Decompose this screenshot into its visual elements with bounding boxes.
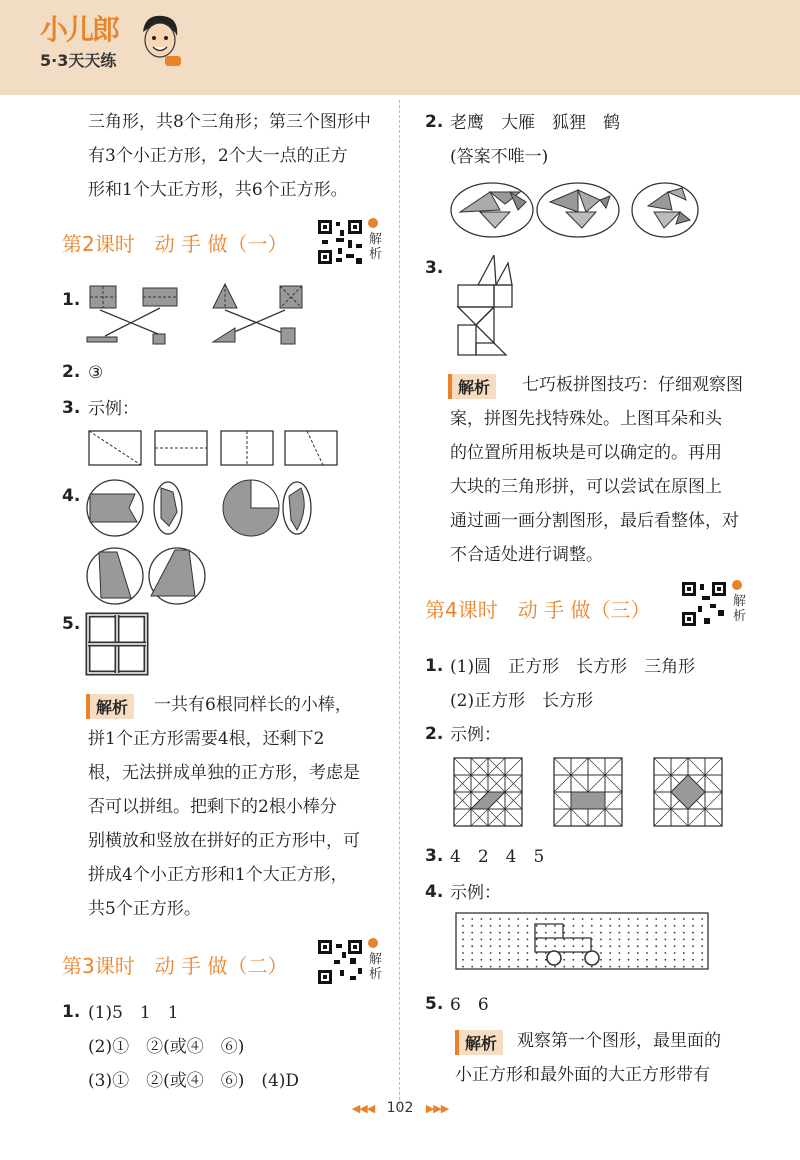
grid-dot xyxy=(628,939,630,941)
grid-dot xyxy=(674,918,676,920)
grid-dot xyxy=(701,925,703,927)
grid-dot xyxy=(462,959,464,961)
grid-dot xyxy=(508,952,510,954)
logo-text: 小儿郎 xyxy=(40,13,119,46)
header-logo xyxy=(40,8,118,71)
grid-dot xyxy=(536,945,538,947)
grid-dot xyxy=(499,966,501,968)
grid-dot xyxy=(692,939,694,941)
grid-dot xyxy=(683,925,685,927)
qr-label: 解析 xyxy=(369,232,383,262)
grid-dot xyxy=(481,945,483,947)
grid-dot xyxy=(517,966,519,968)
grid-dot xyxy=(683,966,685,968)
grid-dot xyxy=(554,932,556,934)
analysis-line: 别横放和竖放在拼好的正方形中，可 xyxy=(88,831,360,851)
grid-dot xyxy=(665,966,667,968)
grid-dot xyxy=(609,932,611,934)
grid-dot xyxy=(655,925,657,927)
grid-dot xyxy=(665,952,667,954)
answer-line: (1)圆 正方形 长方形 三角形 xyxy=(450,657,696,677)
answer-line: (1)5 1 1 xyxy=(88,1003,179,1023)
section-title-3: 第3课时 动 手 做（二） xyxy=(62,954,288,978)
grid-dot xyxy=(600,918,602,920)
question-number: 3. xyxy=(425,258,444,278)
grid-dot xyxy=(508,918,510,920)
sticks-square-figure xyxy=(85,612,149,676)
grid-dot xyxy=(490,932,492,934)
intro-line: 有3个小正方形，2个大一点的正方 xyxy=(88,146,348,166)
grid-dot xyxy=(481,925,483,927)
grid-dot xyxy=(609,952,611,954)
section-title-2: 第2课时 动 手 做（一） xyxy=(62,232,288,256)
grid-dot xyxy=(701,939,703,941)
grid-dot xyxy=(591,918,593,920)
section-title-4: 第4课时 动 手 做（三） xyxy=(425,598,651,622)
grid-dot xyxy=(582,925,584,927)
grid-dot xyxy=(554,925,556,927)
analysis-line: 拼1个正方形需要4根，还剩下2 xyxy=(88,729,325,749)
grid-dot xyxy=(499,952,501,954)
grid-dot xyxy=(490,959,492,961)
qr-code-icon[interactable] xyxy=(316,938,364,986)
grid-dot xyxy=(471,932,473,934)
grid-dot xyxy=(619,918,621,920)
grid-dot xyxy=(637,966,639,968)
grid-dot xyxy=(655,932,657,934)
dot-grid-truck-figure xyxy=(455,912,710,972)
grid-dot xyxy=(499,945,501,947)
grid-dot xyxy=(508,959,510,961)
grid-dot xyxy=(646,918,648,920)
rectangle-split-figure xyxy=(85,428,345,468)
grid-dot xyxy=(637,952,639,954)
grid-dot xyxy=(508,966,510,968)
tangram-rabbit-figure xyxy=(450,255,530,360)
next-arrows-icon: ▶▶▶ xyxy=(425,1102,449,1115)
grid-dot xyxy=(508,932,510,934)
grid-dot xyxy=(462,952,464,954)
analysis-line: 否可以拼组。把剩下的2根小棒分 xyxy=(88,797,337,817)
answer-line: (3)① ②(或④ ⑥) (4)D xyxy=(88,1071,300,1091)
grid-dot xyxy=(499,932,501,934)
grid-dot xyxy=(471,966,473,968)
grid-dot xyxy=(490,952,492,954)
grid-dot xyxy=(619,939,621,941)
grid-dot xyxy=(637,925,639,927)
question-number: 2. xyxy=(425,112,444,132)
grid-dot xyxy=(674,952,676,954)
grid-dot xyxy=(692,952,694,954)
grid-dot xyxy=(609,959,611,961)
grid-dot xyxy=(637,939,639,941)
grid-dot xyxy=(692,959,694,961)
grid-dot xyxy=(582,945,584,947)
grid-dot xyxy=(683,932,685,934)
grid-dot xyxy=(692,945,694,947)
grid-dot xyxy=(665,925,667,927)
qr-play-icon xyxy=(368,938,378,948)
grid-dot xyxy=(527,945,529,947)
grid-dot xyxy=(563,939,565,941)
answer-text: 示例： xyxy=(450,725,501,745)
analysis-line: 一共有6根同样长的小棒， xyxy=(154,695,352,715)
grid-dot xyxy=(701,918,703,920)
grid-dot xyxy=(683,945,685,947)
grid-dot xyxy=(646,952,648,954)
grid-dot xyxy=(563,966,565,968)
grid-dot xyxy=(646,925,648,927)
grid-dot xyxy=(554,918,556,920)
grid-dot xyxy=(701,945,703,947)
logo-sub: 5·3天天练 xyxy=(40,51,117,70)
mascot-icon xyxy=(135,10,185,70)
question-number: 3. xyxy=(425,846,444,866)
grid-dot xyxy=(701,966,703,968)
grid-dot xyxy=(462,932,464,934)
grid-dot xyxy=(582,959,584,961)
grid-dot xyxy=(527,959,529,961)
grid-dot xyxy=(490,925,492,927)
qr-label: 解析 xyxy=(733,594,747,624)
page-footer xyxy=(0,1100,800,1116)
grid-dot xyxy=(655,966,657,968)
grid-dot xyxy=(462,939,464,941)
grid-dot xyxy=(508,939,510,941)
answer-text: 6 6 xyxy=(450,995,489,1015)
grid-dot xyxy=(683,939,685,941)
grid-dot xyxy=(573,925,575,927)
grid-dot xyxy=(628,945,630,947)
grid-dot xyxy=(471,918,473,920)
grid-dot xyxy=(628,959,630,961)
grid-dot xyxy=(628,918,630,920)
question-number: 2. xyxy=(62,362,81,382)
grid-dot xyxy=(573,959,575,961)
answer-text: 示例： xyxy=(450,883,501,903)
grid-dot xyxy=(527,918,529,920)
grid-dot xyxy=(471,945,473,947)
grid-dot xyxy=(600,945,602,947)
analysis-tag: 解析 xyxy=(448,374,496,399)
analysis-line: 通过画一画分割图形，最后看整体，对 xyxy=(450,511,739,531)
grid-dot xyxy=(554,939,556,941)
grid-dot xyxy=(582,932,584,934)
grid-dot xyxy=(471,925,473,927)
grid-dot xyxy=(573,932,575,934)
grid-dot xyxy=(591,925,593,927)
grid-dot xyxy=(600,939,602,941)
grid-dot xyxy=(508,925,510,927)
grid-dot xyxy=(582,966,584,968)
analysis-line: 拼成4个小正方形和1个大正方形， xyxy=(88,865,348,885)
grid-dot xyxy=(573,918,575,920)
analysis-tag: 解析 xyxy=(455,1030,503,1055)
grid-dot xyxy=(481,918,483,920)
qr-play-icon xyxy=(368,218,378,228)
grid-dot xyxy=(655,918,657,920)
grid-dot xyxy=(609,966,611,968)
prev-arrows-icon: ◀◀◀ xyxy=(351,1102,375,1115)
grid-dot xyxy=(545,925,547,927)
grid-dot xyxy=(609,939,611,941)
grid-dot xyxy=(683,918,685,920)
grid-dot xyxy=(517,945,519,947)
qr-label: 解析 xyxy=(369,952,383,982)
grid-dot xyxy=(517,918,519,920)
grid-dot xyxy=(692,918,694,920)
answer-text: 4 2 4 5 xyxy=(450,847,545,867)
grid-dot xyxy=(646,966,648,968)
grid-dot xyxy=(536,918,538,920)
qr-play-icon xyxy=(732,580,742,590)
grid-dot xyxy=(619,925,621,927)
grid-dot xyxy=(701,959,703,961)
grid-dot xyxy=(674,966,676,968)
column-divider xyxy=(399,100,400,1110)
grid-dot xyxy=(517,932,519,934)
intro-line: 形和1个大正方形，共6个正方形。 xyxy=(88,180,348,200)
grid-dot xyxy=(692,925,694,927)
grid-shapes-figure xyxy=(452,756,724,828)
grid-dot xyxy=(536,939,538,941)
grid-dot xyxy=(517,959,519,961)
grid-dot xyxy=(462,918,464,920)
grid-dot xyxy=(665,945,667,947)
grid-dot xyxy=(536,966,538,968)
grid-dot xyxy=(637,945,639,947)
grid-dot xyxy=(536,932,538,934)
grid-dot xyxy=(600,966,602,968)
grid-dot xyxy=(545,918,547,920)
grid-dot xyxy=(490,966,492,968)
analysis-tag: 解析 xyxy=(86,694,134,719)
grid-dot xyxy=(600,932,602,934)
grid-dot xyxy=(646,932,648,934)
grid-dot xyxy=(527,939,529,941)
analysis-line: 大块的三角形拼，可以尝试在原图上 xyxy=(450,477,722,497)
answer-block xyxy=(450,650,695,718)
analysis-paragraph xyxy=(455,1024,721,1092)
grid-dot xyxy=(609,925,611,927)
grid-dot xyxy=(554,966,556,968)
grid-dot xyxy=(628,952,630,954)
grid-dot xyxy=(573,966,575,968)
grid-dot xyxy=(573,939,575,941)
intro-line: 三角形，共8个三角形；第三个图形中 xyxy=(88,112,371,132)
analysis-line: 共5个正方形。 xyxy=(88,899,201,919)
grid-dot xyxy=(481,966,483,968)
question-number: 4. xyxy=(62,486,81,506)
question-number: 1. xyxy=(62,1002,81,1022)
grid-dot xyxy=(517,952,519,954)
analysis-paragraph xyxy=(88,688,360,926)
qr-code-icon[interactable] xyxy=(316,218,364,266)
grid-dot xyxy=(481,959,483,961)
grid-dot xyxy=(471,952,473,954)
grid-dot xyxy=(600,925,602,927)
analysis-line: 案，拼图先找特殊处。上图耳朵和头 xyxy=(450,409,722,429)
grid-dot xyxy=(527,925,529,927)
grid-dot xyxy=(646,945,648,947)
grid-dot xyxy=(563,918,565,920)
grid-dot xyxy=(462,925,464,927)
grid-dot xyxy=(674,945,676,947)
grid-dot xyxy=(536,925,538,927)
answer-text: ③ xyxy=(88,363,104,383)
circle-cut-figure xyxy=(85,478,325,606)
grid-dot xyxy=(582,939,584,941)
grid-dot xyxy=(665,959,667,961)
grid-dot xyxy=(499,925,501,927)
grid-dot xyxy=(573,945,575,947)
analysis-line: 不合适处进行调整。 xyxy=(450,545,603,565)
grid-dot xyxy=(674,939,676,941)
grid-dot xyxy=(674,925,676,927)
answer-line: (2)正方形 长方形 xyxy=(450,691,594,711)
grid-dot xyxy=(536,959,538,961)
grid-dot xyxy=(619,932,621,934)
grid-dot xyxy=(692,966,694,968)
grid-dot xyxy=(490,945,492,947)
question-number: 2. xyxy=(425,724,444,744)
grid-dot xyxy=(462,945,464,947)
grid-dot xyxy=(665,918,667,920)
grid-dot xyxy=(545,966,547,968)
grid-dot xyxy=(554,945,556,947)
grid-dot xyxy=(637,918,639,920)
page-number: 102 xyxy=(386,1100,414,1116)
grid-dot xyxy=(637,932,639,934)
grid-dot xyxy=(462,966,464,968)
grid-dot xyxy=(655,945,657,947)
answer-text: 老鹰 大雁 狐狸 鹤 xyxy=(450,113,620,133)
grid-dot xyxy=(591,966,593,968)
header-band xyxy=(0,0,800,95)
grid-dot xyxy=(619,945,621,947)
grid-dot xyxy=(517,925,519,927)
grid-dot xyxy=(591,932,593,934)
grid-dot xyxy=(637,959,639,961)
grid-dot xyxy=(619,959,621,961)
grid-dot xyxy=(499,918,501,920)
grid-dot xyxy=(490,918,492,920)
grid-dot xyxy=(481,939,483,941)
analysis-line: 小正方形和最外面的大正方形带有 xyxy=(455,1065,710,1085)
grid-dot xyxy=(609,945,611,947)
analysis-line: 观察第一个图形，最里面的 xyxy=(517,1031,721,1051)
answer-note: (答案不唯一) xyxy=(450,147,549,167)
matching-figure xyxy=(85,282,305,350)
analysis-paragraph xyxy=(450,368,743,572)
grid-dot xyxy=(665,932,667,934)
grid-dot xyxy=(683,952,685,954)
grid-dot xyxy=(600,952,602,954)
grid-dot xyxy=(563,959,565,961)
grid-dot xyxy=(471,939,473,941)
grid-dot xyxy=(609,918,611,920)
grid-dot xyxy=(545,932,547,934)
grid-dot xyxy=(499,939,501,941)
grid-dot xyxy=(674,932,676,934)
grid-dot xyxy=(545,939,547,941)
answer-text: 示例： xyxy=(88,399,139,419)
grid-dot xyxy=(481,932,483,934)
grid-dot xyxy=(527,966,529,968)
grid-dot xyxy=(701,952,703,954)
grid-dot xyxy=(499,959,501,961)
grid-dot xyxy=(692,932,694,934)
grid-dot xyxy=(674,959,676,961)
grid-dot xyxy=(665,939,667,941)
grid-dot xyxy=(628,966,630,968)
answer-block xyxy=(88,996,299,1098)
answer-line: (2)① ②(或④ ⑥) xyxy=(88,1037,245,1057)
grid-dot xyxy=(582,918,584,920)
grid-dot xyxy=(619,966,621,968)
grid-dot xyxy=(628,932,630,934)
grid-dot xyxy=(481,952,483,954)
grid-dot xyxy=(701,932,703,934)
grid-dot xyxy=(683,959,685,961)
grid-dot xyxy=(600,959,602,961)
grid-dot xyxy=(490,939,492,941)
grid-dot xyxy=(527,932,529,934)
grid-dot xyxy=(646,959,648,961)
grid-dot xyxy=(619,952,621,954)
grid-dot xyxy=(517,939,519,941)
question-number: 5. xyxy=(62,614,81,634)
grid-dot xyxy=(655,939,657,941)
grid-dot xyxy=(508,945,510,947)
grid-dot xyxy=(655,952,657,954)
grid-dot xyxy=(628,925,630,927)
analysis-line: 的位置所用板块是可以确定的。再用 xyxy=(450,443,722,463)
question-number: 4. xyxy=(425,882,444,902)
tangram-birds-figure xyxy=(450,180,700,240)
intro-paragraph xyxy=(88,105,371,207)
grid-dot xyxy=(655,959,657,961)
question-number: 5. xyxy=(425,994,444,1014)
question-number: 3. xyxy=(62,398,81,418)
question-number: 1. xyxy=(62,290,81,310)
grid-dot xyxy=(545,945,547,947)
grid-dot xyxy=(471,959,473,961)
grid-dot xyxy=(646,939,648,941)
analysis-line: 七巧板拼图技巧：仔细观察图 xyxy=(522,375,743,395)
question-number: 1. xyxy=(425,656,444,676)
grid-dot xyxy=(563,945,565,947)
analysis-line: 根，无法拼成单独的正方形，考虑是 xyxy=(88,763,360,783)
grid-dot xyxy=(527,952,529,954)
qr-code-icon[interactable] xyxy=(680,580,728,628)
